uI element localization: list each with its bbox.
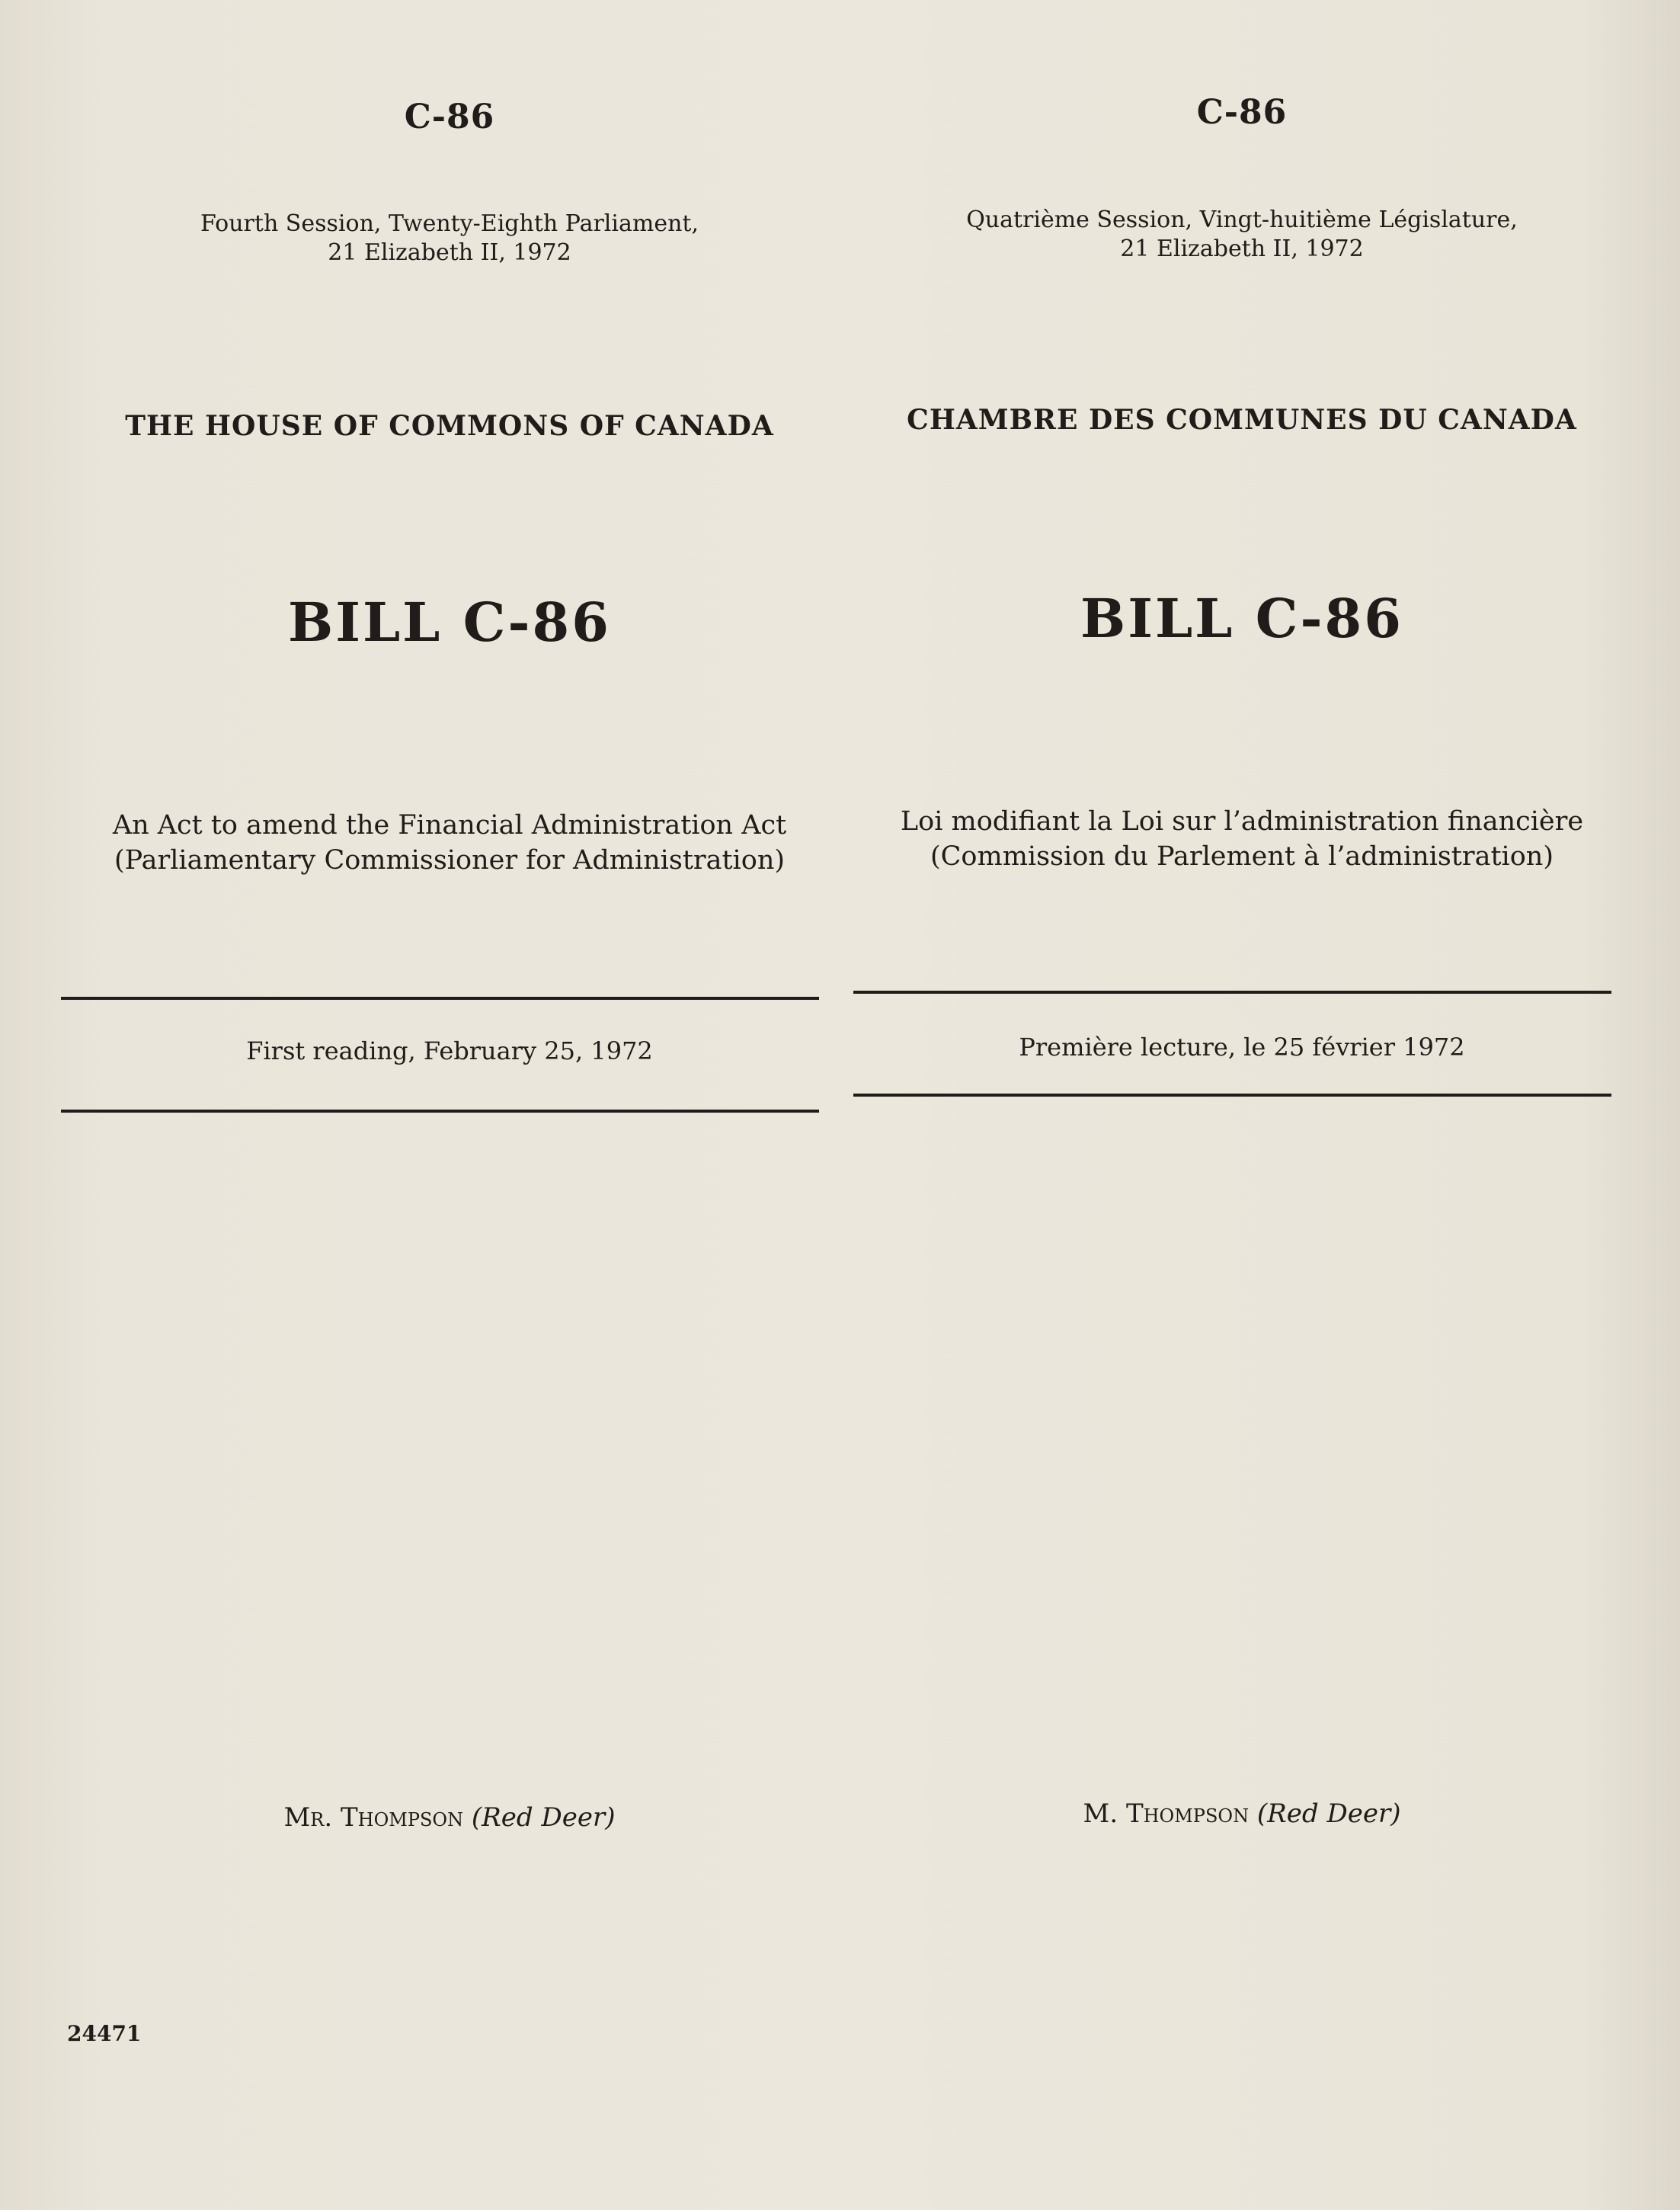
act-title-line-2: (Commission du Parlement à l’administration) <box>930 841 1554 872</box>
french-column <box>850 0 1634 2210</box>
print-number: 24471 <box>67 2021 142 2046</box>
sponsor <box>850 1798 1634 1829</box>
session-line-1: Quatrième Session, Vingt-huitième Législature, <box>966 207 1518 233</box>
bill-title: BILL C-86 <box>1080 587 1403 650</box>
session-line-2: 21 Elizabeth II, 1972 <box>328 239 571 266</box>
sponsor-name: Mr. Thompson <box>283 1802 464 1833</box>
act-title-line-2: (Parliamentary Commissioner for Administration) <box>114 845 786 876</box>
top-rule <box>61 997 819 1000</box>
english-column <box>57 0 842 2210</box>
bill-title: BILL C-86 <box>288 591 611 654</box>
act-title-line-1: Loi modifiant la Loi sur l’administration financière <box>900 806 1584 837</box>
sponsor <box>57 1802 842 1833</box>
act-title <box>850 804 1634 874</box>
act-title-line-1: An Act to amend the Financial Administration Act <box>112 810 787 841</box>
session-line-1: Fourth Session, Twenty-Eighth Parliament, <box>200 210 699 237</box>
house-heading: CHAMBRE DES COMMUNES DU CANADA <box>907 404 1577 436</box>
top-rule <box>853 991 1611 994</box>
bottom-rule <box>853 1094 1611 1097</box>
first-reading-date: Première lecture, le 25 février 1972 <box>1019 1033 1465 1062</box>
sponsor-riding: (Red Deer) <box>471 1802 616 1833</box>
sponsor-riding: (Red Deer) <box>1256 1798 1401 1829</box>
act-title <box>57 808 842 878</box>
house-heading: THE HOUSE OF COMMONS OF CANADA <box>125 410 774 442</box>
bottom-rule <box>61 1110 819 1113</box>
session-line-2: 21 Elizabeth II, 1972 <box>1120 235 1364 262</box>
first-reading-date: First reading, February 25, 1972 <box>246 1036 653 1065</box>
sponsor-name: M. Thompson <box>1083 1798 1250 1829</box>
bill-number-heading: C-86 <box>1196 93 1288 132</box>
session-info <box>850 206 1634 264</box>
session-info <box>57 210 842 267</box>
bill-number-heading: C-86 <box>404 98 495 136</box>
